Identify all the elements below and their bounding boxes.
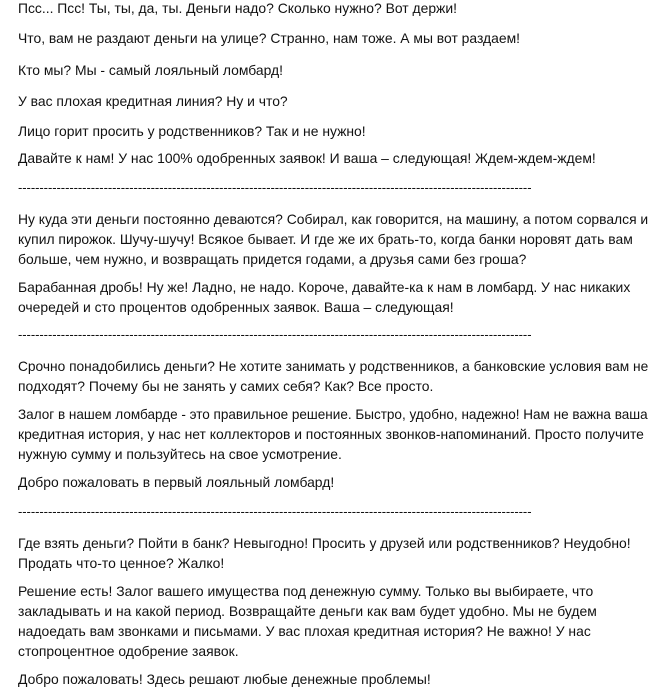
text-line: очередей и сто процентов одобренных заявок. Ваша – следующая! bbox=[18, 299, 454, 315]
separator-line: ------------------------------------------------------------------------------------------------------------------------ bbox=[18, 180, 532, 195]
text-line: Псс... Псс! Ты, ты, да, ты. Деньги надо? Сколько нужно? Вот держи! bbox=[18, 0, 457, 16]
text-line: закладывать и на какой период. Возвращайте деньги как вам будет удобно. Мы не будем bbox=[18, 603, 597, 619]
text-line: Срочно понадобились деньги? Не хотите занимать у родственников, а банковские условия вам не bbox=[18, 358, 649, 374]
text-line: подходят? Почему бы не занять у самих себя? Как? Все просто. bbox=[18, 378, 434, 394]
text-line: купил пирожок. Шучу-шучу! Всякое бывает. И где же их брать-то, когда банки норовят дать вам bbox=[18, 231, 633, 247]
text-line: У вас плохая кредитная линия? Ну и что? bbox=[18, 93, 288, 109]
text-line: Что, вам не раздают деньги на улице? Странно, нам тоже. А мы вот раздаем! bbox=[18, 30, 520, 46]
text-line: Залог в нашем ломбарде - это правильное решение. Быстро, удобно, надежно! Нам не важна ваша bbox=[18, 406, 648, 422]
text-line: Решение есть! Залог вашего имущества под денежную сумму. Только вы выбираете, что bbox=[18, 583, 594, 599]
text-line: нужную сумму и пользуйтесь на свое усмотрение. bbox=[18, 446, 342, 462]
text-line: Барабанная дробь! Ну же! Ладно, не надо. Короче, давайте-ка к нам в ломбард. У нас никаких bbox=[18, 279, 631, 295]
text-line: Кто мы? Мы - самый лояльный ломбард! bbox=[18, 62, 283, 78]
text-line: Продать что-то ценное? Жалко! bbox=[18, 555, 225, 571]
separator-line: ------------------------------------------------------------------------------------------------------------------------ bbox=[18, 504, 532, 519]
text-line: Добро пожаловать! Здесь решают любые денежные проблемы! bbox=[18, 671, 431, 687]
text-line: кредитная история, у нас нет коллекторов и постоянных звонков-напоминаний. Просто получите bbox=[18, 426, 644, 442]
separator-line: ------------------------------------------------------------------------------------------------------------------------ bbox=[18, 327, 532, 342]
text-line: надоедать вам звонками и письмами. У вас плохая кредитная история? Не важно! У нас bbox=[18, 623, 591, 639]
text-line: больше, чем нужно, и возвращать придется годами, а друзья сами без гроша? bbox=[18, 251, 527, 267]
text-line: Добро пожаловать в первый лояльный ломбард! bbox=[18, 474, 335, 490]
text-line: Где взять деньги? Пойти в банк? Невыгодно! Просить у друзей или родственников? Неудобно! bbox=[18, 535, 631, 551]
text-line: Давайте к нам! У нас 100% одобренных заявок! И ваша – следующая! Ждем-ждем-ждем! bbox=[18, 150, 596, 166]
text-line: Ну куда эти деньги постоянно деваются? Собирал, как говорится, на машину, а потом сорвался и bbox=[18, 211, 649, 227]
text-line: стопроцентное одобрение заявок. bbox=[18, 643, 239, 659]
text-line: Лицо горит просить у родственников? Так и не нужно! bbox=[18, 123, 366, 139]
